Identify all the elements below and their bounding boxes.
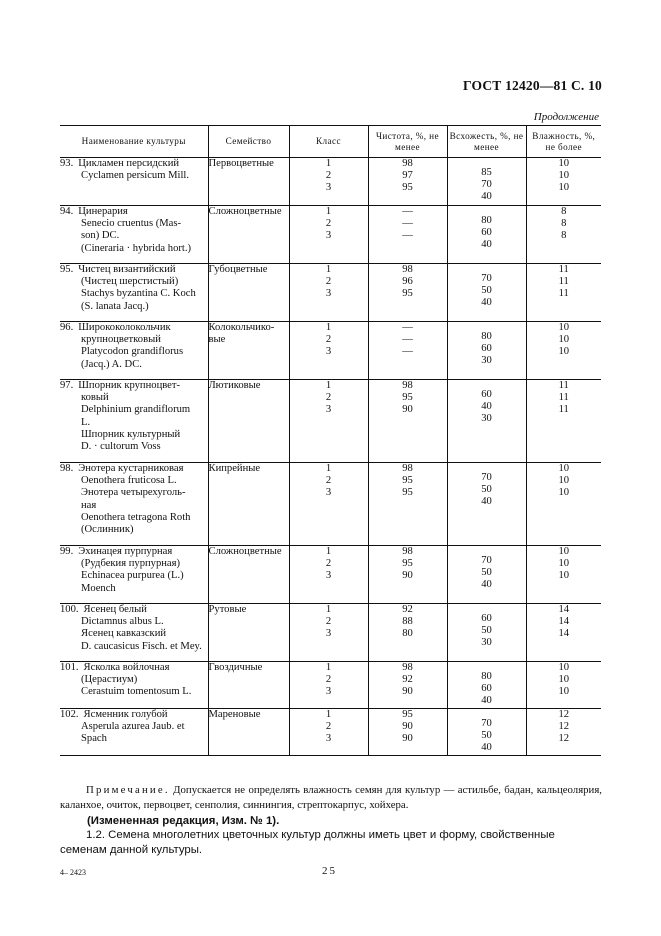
germination-value: 40	[481, 496, 492, 508]
table-row	[60, 662, 601, 709]
moisture-value: 10	[558, 346, 570, 358]
crop-name-line: Stachys byzantina C. Koch	[81, 288, 196, 300]
table-row	[60, 264, 601, 322]
family-line: Первоцветные	[208, 158, 274, 169]
crop-name-line: Senecio cruentus (Mas-	[81, 218, 182, 230]
class-cell	[289, 322, 368, 380]
germination-value: 50	[481, 567, 492, 579]
crop-name-line: (S. lanata Jacq.)	[81, 300, 149, 312]
crop-name-first-line	[60, 604, 208, 616]
moisture-cell	[526, 206, 601, 264]
crop-name-line: (Ослинник)	[81, 524, 134, 536]
class-value: 1	[325, 158, 332, 169]
crop-name-line: Шпорник крупноцвет-	[78, 380, 181, 391]
crop-name-line: Asperula azurea Jaub. et	[81, 721, 185, 733]
table-row	[60, 604, 601, 662]
crop-name-first-line	[60, 206, 208, 218]
purity-value: 90	[402, 404, 413, 416]
family-cell	[208, 604, 289, 662]
purity-value: 95	[402, 709, 413, 720]
moisture-value: 10	[558, 558, 570, 570]
germination-value: 70	[481, 472, 492, 483]
col-header-family: Семейство	[208, 126, 289, 158]
germination-value: 40	[481, 695, 492, 707]
crop-name-cell	[60, 158, 208, 206]
row-number: 99.	[60, 546, 74, 557]
moisture-value: 10	[558, 463, 570, 474]
moisture-value: 10	[558, 182, 570, 194]
germination-cell	[447, 463, 526, 546]
table-row	[60, 463, 601, 546]
row-number: 101.	[60, 662, 79, 673]
moisture-value: 11	[558, 380, 569, 391]
crop-name-first-line	[60, 264, 208, 276]
moisture-cell	[526, 264, 601, 322]
purity-cell	[368, 604, 447, 662]
moisture-value: 10	[558, 686, 570, 698]
purity-cell	[368, 264, 447, 322]
crop-name-line: (Церастиум)	[81, 674, 138, 686]
crop-name-line: Цинерария	[78, 206, 128, 217]
row-number: 93.	[60, 158, 74, 169]
crop-name-line: Энотера кустарниковая	[78, 463, 184, 474]
moisture-value: 10	[558, 158, 570, 169]
moisture-value: 14	[558, 604, 570, 615]
moisture-value: 10	[558, 546, 570, 557]
moisture-cell	[526, 662, 601, 709]
purity-value: —	[402, 322, 413, 333]
class-cell	[289, 662, 368, 709]
moisture-value: 8	[561, 230, 567, 242]
purity-value: 90	[402, 733, 413, 745]
purity-value: —	[402, 334, 413, 346]
purity-value: 90	[402, 686, 413, 698]
class-value: 3	[325, 288, 332, 300]
crop-name-first-line	[60, 662, 208, 674]
class-value: 1	[325, 380, 332, 391]
class-value: 3	[325, 404, 332, 416]
purity-value: 95	[402, 487, 413, 499]
crop-name-line: Delphinium grandiflorum	[81, 404, 191, 416]
col-header-purity: Чистота, %, не менее	[368, 126, 447, 158]
class-value: 2	[325, 674, 332, 686]
crop-name-line: Энотера четырехуголь-	[81, 487, 186, 499]
class-value: 1	[325, 463, 332, 474]
class-value: 1	[325, 662, 332, 673]
germination-value: 70	[481, 273, 492, 284]
row-number: 100.	[60, 604, 79, 615]
germination-value: 70	[481, 179, 492, 191]
crop-name-cell	[60, 709, 208, 756]
family-cell	[208, 546, 289, 604]
purity-value: 98	[402, 158, 413, 169]
crop-name-cell	[60, 463, 208, 546]
class-value: 1	[325, 322, 332, 333]
crop-name-line: Oenothera fruticosa L.	[81, 475, 177, 487]
family-cell	[208, 463, 289, 546]
crop-name-line: Oenothera tetragona Roth	[81, 511, 191, 523]
class-value: 2	[325, 218, 332, 230]
moisture-value: 8	[561, 218, 567, 230]
class-value: 1	[325, 709, 332, 720]
family-line: Рутовые	[208, 604, 247, 615]
purity-value: 95	[402, 288, 413, 300]
moisture-value: 10	[558, 570, 570, 582]
col-header-moisture: Влажность, %, не более	[526, 126, 601, 158]
crop-name-first-line	[60, 158, 208, 170]
germination-value: 50	[481, 285, 492, 297]
germination-cell	[447, 380, 526, 463]
moisture-value: 14	[558, 628, 570, 640]
class-value: 2	[325, 721, 332, 733]
class-value: 3	[325, 182, 332, 194]
moisture-value: 8	[561, 206, 567, 217]
purity-value: 95	[402, 392, 413, 404]
crop-name-line: Moench	[81, 582, 116, 594]
class-value: 1	[325, 546, 332, 557]
table-row	[60, 322, 601, 380]
purity-value: 90	[402, 570, 413, 582]
germination-value: 60	[481, 227, 492, 239]
family-cell	[208, 662, 289, 709]
crop-name-line: Echinacea purpurea (L.)	[81, 570, 184, 582]
germination-cell	[447, 709, 526, 756]
class-value: 3	[325, 487, 332, 499]
table-row	[60, 206, 601, 264]
table-row	[60, 709, 601, 756]
row-number: 102.	[60, 709, 79, 720]
note-paragraph	[60, 783, 602, 813]
row-number: 96.	[60, 322, 74, 333]
moisture-value: 10	[558, 662, 570, 673]
crop-name-first-line	[60, 380, 208, 392]
germination-value: 60	[481, 613, 492, 624]
class-value: 2	[325, 475, 332, 487]
family-line: Лютиковые	[208, 380, 261, 391]
crop-name-line: Cerastuim tomentosum L.	[81, 686, 192, 698]
germination-value: 50	[481, 625, 492, 637]
note-label: Примечание.	[86, 784, 170, 796]
crop-name-first-line	[60, 709, 208, 721]
class-value: 3	[325, 230, 332, 242]
germination-value: 60	[481, 683, 492, 695]
family-line: Губоцветные	[208, 264, 268, 275]
family-line: вые	[208, 334, 226, 346]
moisture-cell	[526, 158, 601, 206]
crop-name-line: Dictamnus albus L.	[81, 616, 164, 628]
col-header-class: Класс	[289, 126, 368, 158]
germination-value: 60	[481, 389, 492, 400]
purity-value: 92	[402, 604, 413, 615]
crop-name-line: Цикламен персидский	[78, 158, 180, 169]
row-number: 94.	[60, 206, 74, 217]
purity-value: 95	[402, 182, 413, 194]
moisture-value: 12	[558, 709, 570, 720]
crop-name-first-line	[60, 546, 208, 558]
crop-name-line: (Cineraria · hybrida hort.)	[81, 242, 192, 254]
table-row	[60, 158, 601, 206]
moisture-cell	[526, 546, 601, 604]
family-line: Сложноцветные	[208, 546, 282, 557]
crop-name-line: ная	[81, 499, 97, 511]
germination-cell	[447, 322, 526, 380]
crop-name-line: L.	[81, 416, 91, 428]
purity-value: 98	[402, 264, 413, 275]
germination-value: 70	[481, 555, 492, 566]
purity-cell	[368, 546, 447, 604]
print-code: 4– 2423	[60, 868, 86, 877]
germination-value: 30	[481, 413, 492, 425]
crop-name-line: Spach	[81, 733, 107, 745]
class-value: 3	[325, 346, 332, 358]
family-line: Гвоздичные	[208, 662, 263, 673]
note-text: Допускается не определять влажность семян для культур — астильбе, бадан, кальцеолярия, каланхое, очиток, первоцвет, сенполия, синнингия, стрептокарпус, хойхера.	[60, 784, 602, 811]
crop-name-cell	[60, 546, 208, 604]
crop-name-cell	[60, 604, 208, 662]
class-value: 1	[325, 264, 332, 275]
moisture-value: 14	[558, 616, 570, 628]
purity-value: —	[402, 218, 413, 230]
col-header-name: Наименование культуры	[60, 126, 208, 158]
purity-value: 90	[402, 721, 413, 733]
purity-value: 95	[402, 558, 413, 570]
purity-cell	[368, 380, 447, 463]
class-cell	[289, 709, 368, 756]
class-value: 2	[325, 170, 332, 182]
class-value: 2	[325, 276, 332, 288]
purity-value: 96	[402, 276, 413, 288]
crop-name-cell	[60, 206, 208, 264]
purity-cell	[368, 158, 447, 206]
class-value: 3	[325, 686, 332, 698]
table-row	[60, 546, 601, 604]
purity-value: 95	[402, 475, 413, 487]
moisture-value: 10	[558, 322, 570, 333]
germination-value: 30	[481, 637, 492, 649]
purity-value: 80	[402, 628, 413, 640]
purity-cell	[368, 709, 447, 756]
class-value: 3	[325, 733, 332, 745]
purity-value: —	[402, 230, 413, 242]
moisture-cell	[526, 463, 601, 546]
crop-name-line: D. caucasicus Fisch. et Mey.	[81, 640, 202, 652]
germination-value: 80	[481, 215, 492, 226]
continuation-label: Продолжение	[533, 111, 599, 123]
germination-value: 40	[481, 297, 492, 309]
class-cell	[289, 604, 368, 662]
purity-value: 98	[402, 546, 413, 557]
moisture-cell	[526, 604, 601, 662]
col-header-germination: Всхожесть, %, не менее	[447, 126, 526, 158]
germination-cell	[447, 206, 526, 264]
germination-cell	[447, 264, 526, 322]
moisture-value: 12	[558, 721, 570, 733]
class-value: 2	[325, 334, 332, 346]
row-number: 97.	[60, 380, 74, 391]
germination-value: 40	[481, 401, 492, 413]
class-cell	[289, 206, 368, 264]
crop-name-first-line	[60, 463, 208, 475]
moisture-value: 10	[558, 674, 570, 686]
germination-value: 80	[481, 331, 492, 342]
moisture-value: 11	[558, 404, 569, 416]
purity-value: 97	[402, 170, 413, 182]
purity-cell	[368, 206, 447, 264]
germination-value: 40	[481, 239, 492, 251]
family-cell	[208, 709, 289, 756]
purity-value: 98	[402, 463, 413, 474]
class-value: 2	[325, 392, 332, 404]
crop-name-line: Platycodon grandiflorus	[81, 346, 184, 358]
germination-value: 60	[481, 343, 492, 355]
class-value: 2	[325, 558, 332, 570]
family-line: Кипрейные	[208, 463, 261, 474]
moisture-cell	[526, 322, 601, 380]
crop-name-line: Эхинацея пурпурная	[78, 546, 173, 557]
moisture-value: 11	[558, 392, 569, 404]
germination-value: 70	[481, 718, 492, 729]
crop-name-cell	[60, 380, 208, 463]
class-value: 3	[325, 628, 332, 640]
family-line: Сложноцветные	[208, 206, 282, 217]
moisture-value: 12	[558, 733, 570, 745]
moisture-value: 10	[558, 334, 570, 346]
family-cell	[208, 158, 289, 206]
germination-value: 40	[481, 579, 492, 591]
crop-name-cell	[60, 662, 208, 709]
crop-name-cell	[60, 322, 208, 380]
germination-value: 85	[481, 167, 492, 178]
family-cell	[208, 322, 289, 380]
crop-name-line: son) DC.	[81, 230, 120, 242]
moisture-value: 10	[558, 487, 570, 499]
page-number: 25	[322, 865, 337, 877]
germination-cell	[447, 546, 526, 604]
purity-value: 88	[402, 616, 413, 628]
moisture-value: 11	[558, 264, 569, 275]
moisture-value: 10	[558, 170, 570, 182]
table-header-row	[60, 126, 601, 158]
crop-name-line: крупноцветковый	[81, 334, 161, 346]
purity-value: 92	[402, 674, 413, 686]
family-line: Колокольчико-	[208, 322, 275, 333]
germination-cell	[447, 158, 526, 206]
family-cell	[208, 206, 289, 264]
germination-value: 50	[481, 484, 492, 496]
crop-name-line: ковый	[81, 392, 109, 404]
purity-value: 98	[402, 662, 413, 673]
crop-name-line: Шпорник культурный	[81, 428, 181, 440]
purity-value: —	[402, 346, 413, 358]
crop-name-line: D. · cultorum Voss	[81, 441, 161, 453]
table-row	[60, 380, 601, 463]
class-cell	[289, 546, 368, 604]
family-cell	[208, 380, 289, 463]
row-number: 98.	[60, 463, 74, 474]
clause-1-2: 1.2. Семена многолетних цветочных культур должны иметь цвет и форму, свойственные семенам данной культуры.	[60, 829, 555, 856]
crop-name-line: (Рудбекия пурпурная)	[81, 558, 181, 570]
class-value: 2	[325, 616, 332, 628]
purity-value: 98	[402, 380, 413, 391]
germination-value: 80	[481, 671, 492, 682]
class-value: 3	[325, 570, 332, 582]
purity-value: —	[402, 206, 413, 217]
crop-name-line: Ясенец белый	[83, 604, 147, 615]
crop-name-line: (Jacq.) A. DC.	[81, 358, 142, 370]
crop-name-line: Ширококолокольчик	[78, 322, 171, 333]
class-value: 1	[325, 604, 332, 615]
class-cell	[289, 158, 368, 206]
moisture-cell	[526, 709, 601, 756]
germination-value: 50	[481, 730, 492, 742]
moisture-value: 11	[558, 288, 569, 300]
crop-name-line: Ясменник голубой	[83, 709, 168, 720]
edition-note: (Измененная редакция, Изм. № 1).	[87, 815, 280, 827]
germination-cell	[447, 604, 526, 662]
standard-header: ГОСТ 12420—81 С. 10	[463, 78, 602, 93]
crop-name-line: (Чистец шерстистый)	[81, 276, 179, 288]
class-cell	[289, 264, 368, 322]
seed-quality-table	[60, 125, 601, 756]
crop-name-first-line	[60, 322, 208, 334]
class-cell	[289, 463, 368, 546]
crop-name-line: Чистец византийский	[78, 264, 176, 275]
germination-value: 30	[481, 355, 492, 367]
crop-name-line: Cyclamen persicum Mill.	[81, 170, 189, 182]
crop-name-cell	[60, 264, 208, 322]
family-cell	[208, 264, 289, 322]
crop-name-line: Ясенец кавказский	[81, 628, 167, 640]
purity-cell	[368, 463, 447, 546]
moisture-value: 11	[558, 276, 569, 288]
family-line: Мареновые	[208, 709, 261, 720]
germination-cell	[447, 662, 526, 709]
class-value: 1	[325, 206, 332, 217]
moisture-cell	[526, 380, 601, 463]
moisture-value: 10	[558, 475, 570, 487]
germination-value: 40	[481, 742, 492, 754]
row-number: 95.	[60, 264, 74, 275]
purity-cell	[368, 322, 447, 380]
class-cell	[289, 380, 368, 463]
germination-value: 40	[481, 191, 492, 203]
crop-name-line: Ясколка войлочная	[83, 662, 170, 673]
table-body	[60, 158, 601, 756]
purity-cell	[368, 662, 447, 709]
